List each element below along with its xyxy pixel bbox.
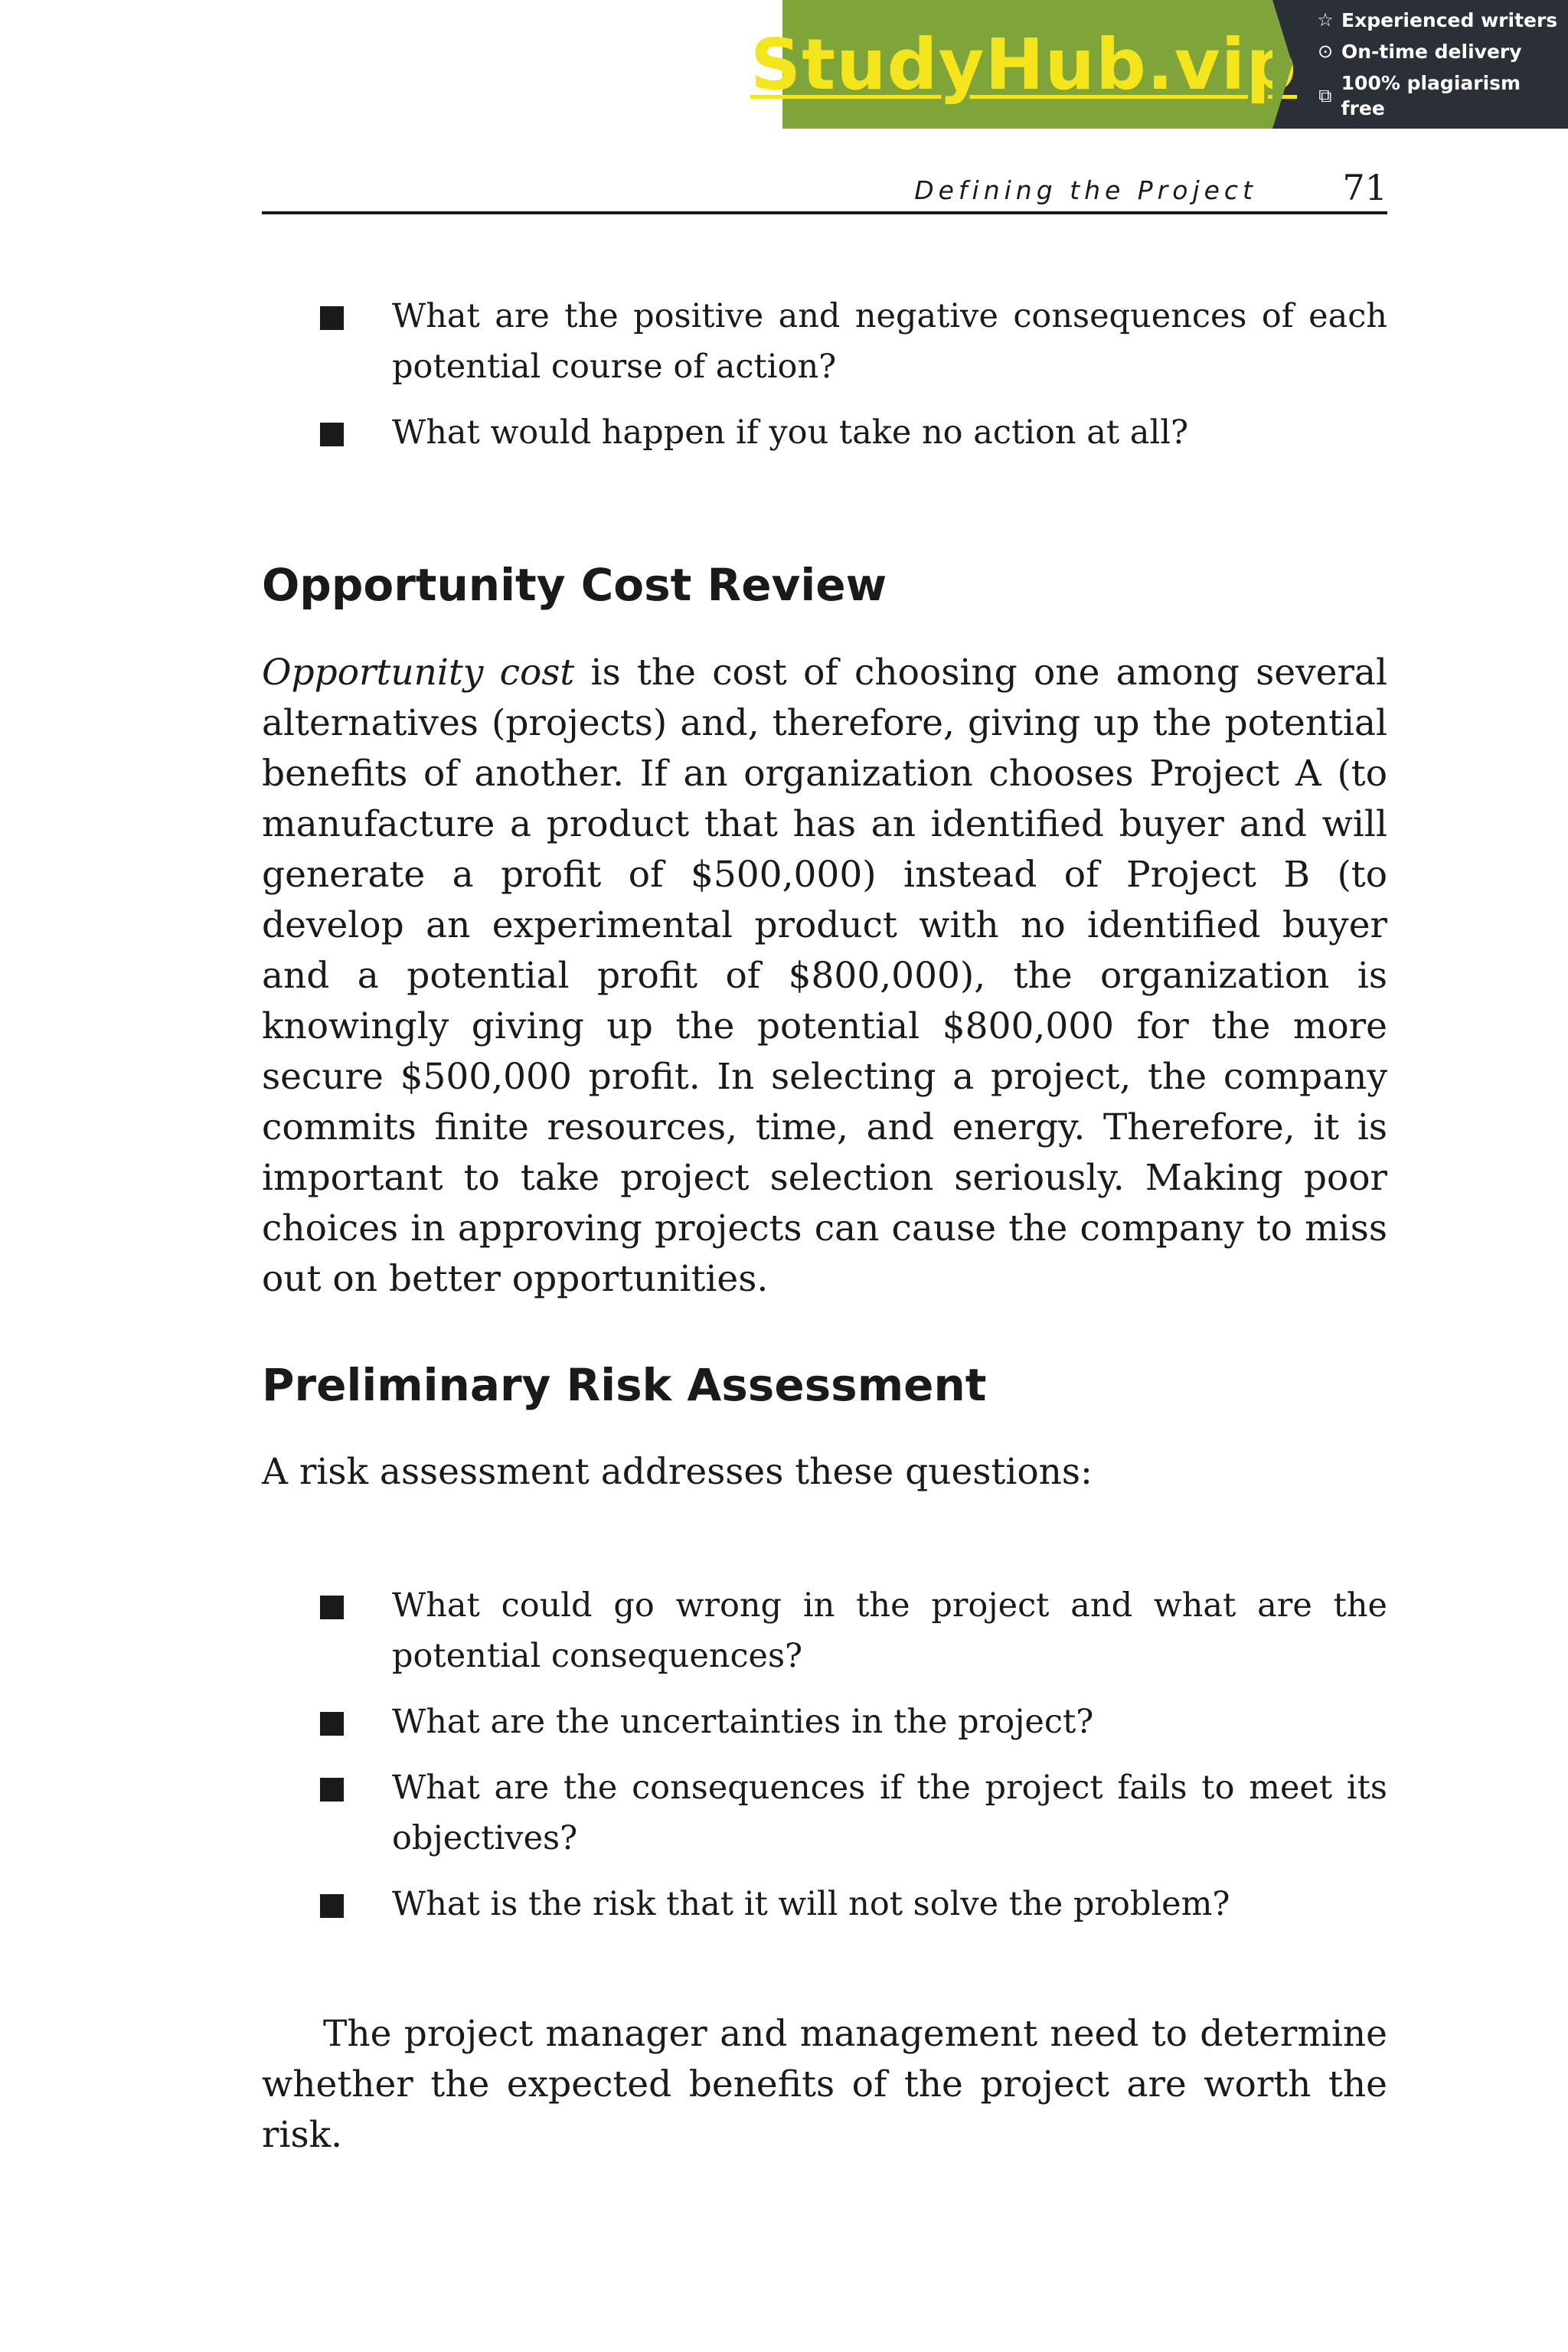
feature-label: Experienced writers (1341, 9, 1558, 31)
clock-icon: ⊙ (1317, 41, 1334, 62)
list-item (320, 291, 1387, 392)
list-item (320, 1762, 1387, 1864)
feature-on-time-delivery (1315, 39, 1568, 64)
section-heading-opportunity-cost: Opportunity Cost Review (262, 559, 887, 611)
risk-closing-paragraph: The project manager and management need to determine whether the expected benefits of the project are worth the risk. (262, 2013, 1387, 2156)
bullet-square-icon (320, 1894, 344, 1918)
bullet-square-icon (320, 1778, 344, 1802)
list-item-text: What could go wrong in the project and what are the potential consequences? (392, 1586, 1387, 1675)
list-item (320, 1580, 1387, 1681)
list-item-text: What are the positive and negative consequences of each potential course of action? (392, 297, 1387, 386)
opportunity-cost-paragraph (262, 648, 1387, 1305)
feature-plagiarism-free (1315, 70, 1568, 121)
copy-icon: ⧉ (1318, 84, 1332, 106)
defined-term: Opportunity cost (262, 652, 575, 694)
paragraph-body: is the cost of choosing one among several alternatives (projects) and, therefore, giving up the potential benefits of another. If an organization chooses Project A (to manufacture a product that has an identified buyer and will generate a profit of $500,000) instead of Project B (to develop an experimental product with no identified buyer and a potential profit of $800,000), the organization is knowingly giving up the potential $800,000 for the more secure $500,000 profit. In selecting a project, the company commits finite resources, time, and energy. Therefore, it is important to take project selection seriously. Making poor choices in approving projects can cause the company to miss out on better opportunities. (262, 652, 1387, 1300)
list-item (320, 407, 1387, 458)
bullet-square-icon (320, 306, 344, 330)
list-item-text: What would happen if you take no action at all? (392, 413, 1188, 452)
risk-bullet-list (320, 1580, 1387, 1945)
intro-bullet-list (320, 291, 1387, 473)
bullet-square-icon (320, 1596, 344, 1619)
running-title: Defining the Project (914, 175, 1257, 205)
feature-list (1272, 0, 1568, 129)
risk-intro-text: A risk assessment addresses these questions: (262, 1451, 1093, 1493)
feature-label: 100% plagiarism free (1341, 72, 1521, 119)
bullet-square-icon (320, 1712, 344, 1736)
list-item-text: What are the consequences if the project fails to meet its objectives? (392, 1769, 1387, 1857)
list-item-text: What is the risk that it will not solve the problem? (392, 1885, 1230, 1923)
section-heading-risk-assessment: Preliminary Risk Assessment (262, 1359, 987, 1411)
bullet-square-icon (320, 423, 344, 446)
feature-label: On-time delivery (1341, 41, 1522, 63)
brand-name: StudyHub.vip (750, 23, 1298, 106)
brand-logo (750, 0, 1298, 129)
page-number: 71 (1342, 167, 1387, 208)
list-item-text: What are the uncertainties in the project? (392, 1703, 1094, 1741)
feature-experienced-writers (1315, 8, 1568, 33)
list-item (320, 1879, 1387, 1929)
list-item (320, 1697, 1387, 1747)
promo-banner[interactable] (750, 0, 1568, 129)
running-header (262, 161, 1387, 214)
star-icon: ☆ (1317, 9, 1334, 31)
